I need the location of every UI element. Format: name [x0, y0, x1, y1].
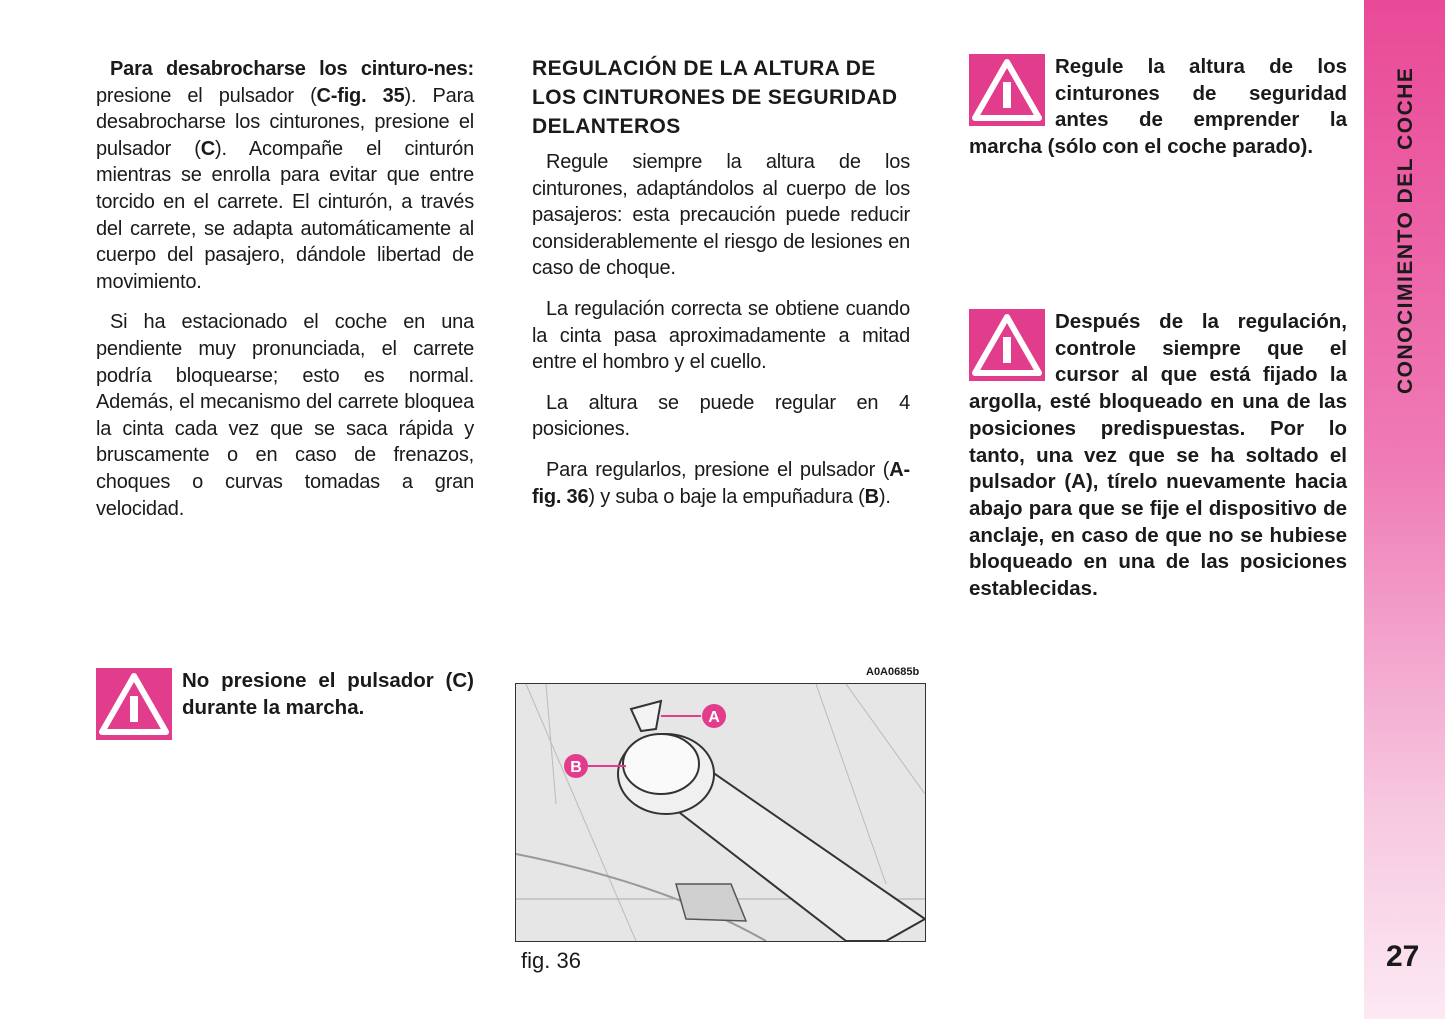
warning-after-adjust — [969, 309, 1347, 603]
adjust-text-2: ) y suba o baje la empuñadura ( — [588, 485, 865, 508]
unbuckle-text: presione el pulsador ( — [96, 84, 317, 107]
paragraph-correct-position: La regulación correcta se obtiene cuando la cinta pasa aproximadamente a mitad entre el hombro y el cuello. — [532, 297, 910, 374]
seatbelt-illustration — [516, 684, 925, 941]
warning-text-height: Regule la altura de los cinturones de seguridad antes de emprender la marcha (sólo con el coche parado). — [969, 55, 1347, 159]
section-sidebar — [1364, 0, 1445, 1019]
callout-a-label: A — [708, 709, 720, 726]
paragraph-four-positions: La altura se puede regular en 4 posiciones. — [532, 391, 910, 441]
ref-b: B — [864, 485, 879, 508]
figure-code: A0A0685b — [866, 666, 920, 678]
warning-button-c — [96, 668, 474, 742]
paragraph-slope: Si ha estacionado el coche en una pendiente muy pronunciada, el carrete podría bloquearse; esto es normal. Además, el mecanismo del carrete bloquea la cinta cada vez que se saca rápida y bruscamente o en caso de frenazos, choques o curvas tomadas a gran velocidad. — [96, 311, 474, 520]
paragraph-adjust-always: Regule siempre la altura de los cinturones, adaptándolos al cuerpo de los pasajeros: esta precaución puede reducir considerablemente el riesgo de lesiones en caso de choque. — [532, 151, 910, 280]
section-heading: REGULACIÓN DE LA ALTURA DE LOS CINTURONES DE SEGURIDAD DELANTEROS — [532, 57, 898, 138]
fig-ref-a36: A-fig. 36 — [532, 458, 910, 508]
column-1 — [96, 56, 474, 536]
warning-triangle-icon — [96, 668, 172, 740]
adjust-text-3: ). — [878, 485, 891, 508]
column-2 — [532, 54, 910, 524]
paragraph-how-to-adjust — [532, 457, 910, 510]
warning-triangle-icon — [969, 309, 1045, 381]
page-number: 27 — [1386, 940, 1420, 973]
warning-text-after: Después de la regulación, controle siempre que el cursor al que está fijado la argolla, esté bloqueado en una de las posiciones predispuestas. Por lo tanto, una vez que se ha soltado el pulsador (A), tírelo nuevamente hacia abajo para que se fije el dispositivo de anclaje, en caso de que no se hubiese bloqueado en una de las posiciones establecidas. — [969, 310, 1347, 601]
warning-adjust-height — [969, 54, 1347, 161]
figure-36-illustration — [515, 683, 926, 942]
unbuckle-text-2: ). Para desabrocharse los cinturones, presione el pulsador ( — [96, 84, 474, 160]
warning-text-c: No presione el pulsador (C) durante la marcha. — [182, 669, 474, 719]
svg-text:CONOCIMIENTO DEL COCHE: CONOCIMIENTO DEL COCHE — [1394, 66, 1417, 394]
sidebar-title — [1386, 56, 1422, 396]
warning-triangle-icon — [969, 54, 1045, 126]
fig-ref-c35: C-fig. 35 — [316, 84, 405, 107]
callout-b-label: B — [570, 759, 582, 776]
unbuckle-text-3: ). Acompañe el cinturón mientras se enrolla para evitar que entre torcido en el carrete. El cinturón, a través del carrete, se adapta automáticamente al cuerpo del pasajero, dándole libertad de movimiento. — [96, 137, 474, 293]
adjust-text: Para regularlos, presione el pulsador ( — [546, 458, 890, 481]
paragraph-unbuckle — [96, 56, 474, 295]
ref-c: C — [200, 137, 216, 160]
unbuckle-lead: Para desabrocharse los cinturo-nes: — [110, 58, 474, 80]
figure-caption: fig. 36 — [521, 948, 581, 973]
